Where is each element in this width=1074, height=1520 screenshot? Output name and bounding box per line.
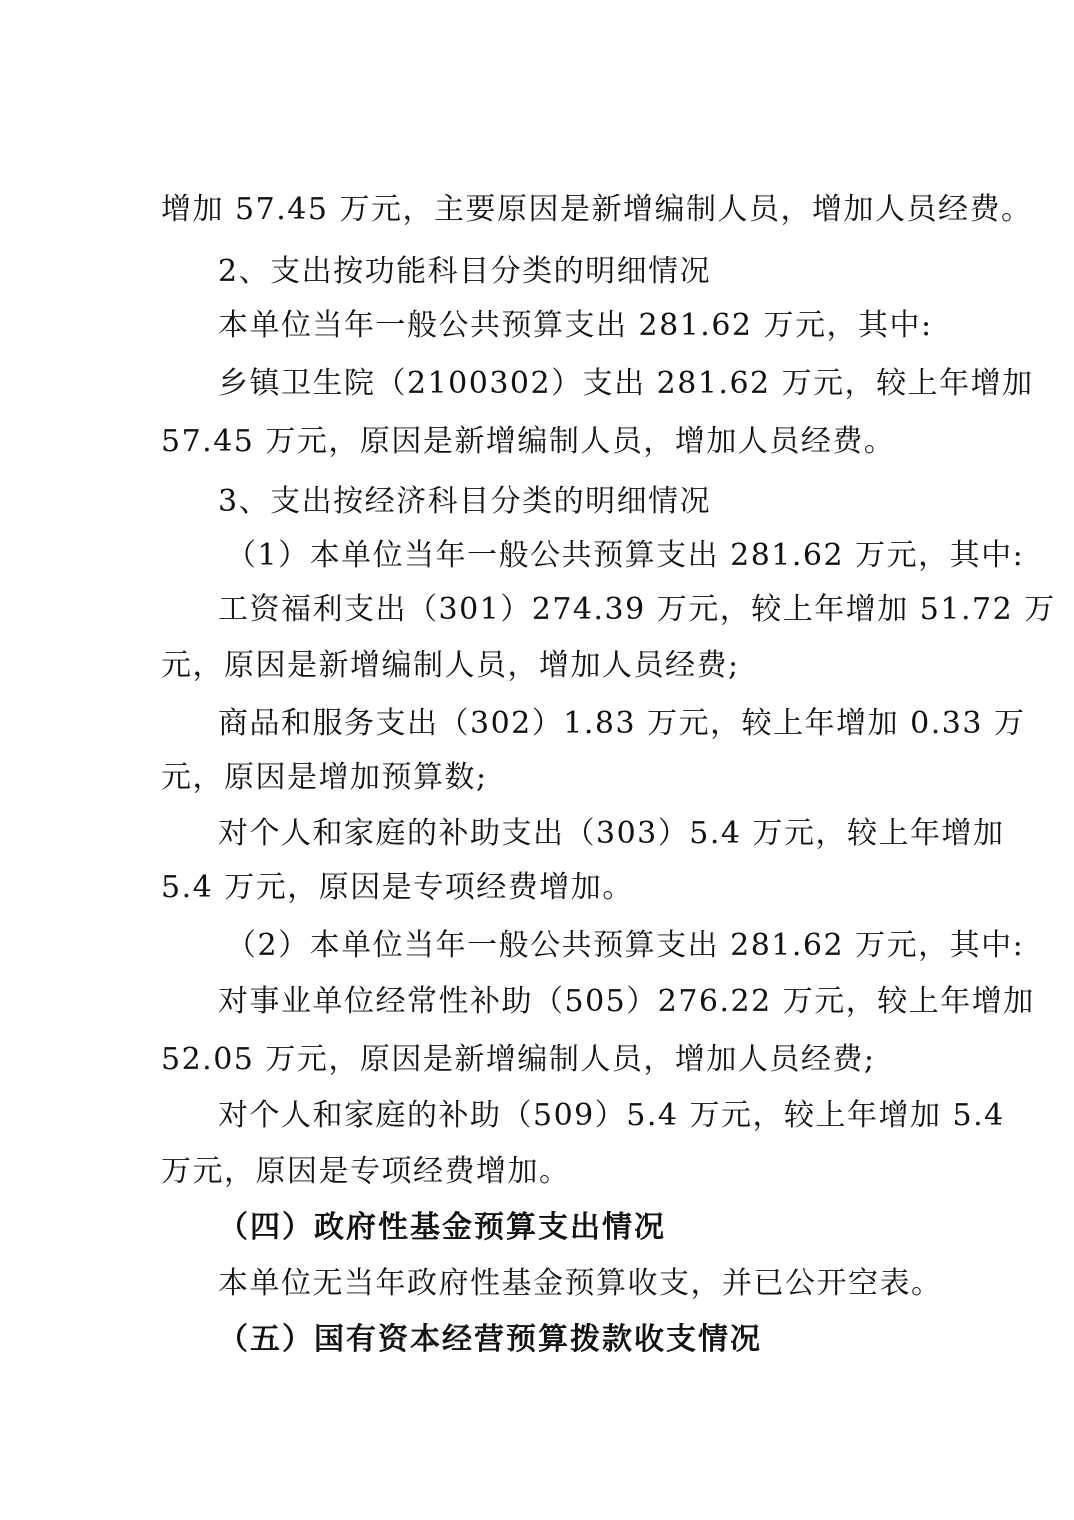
section-subheading: 3、支出按经济科目分类的明细情况 <box>218 484 712 519</box>
paragraph-line: 万元，原因是专项经费增加。 <box>161 1154 571 1189</box>
paragraph-line: 本单位当年一般公共预算支出 281.62 万元，其中: <box>218 308 933 343</box>
section-heading: （五）国有资本经营预算拨款收支情况 <box>218 1322 762 1357</box>
paragraph-line: 57.45 万元，原因是新增编制人员，增加人员经费。 <box>161 424 896 459</box>
paragraph-line: 元，原因是新增编制人员，增加人员经费; <box>161 648 740 683</box>
paragraph-line: 工资福利支出（301）274.39 万元，较上年增加 51.72 万 <box>218 592 1056 627</box>
paragraph-line: 商品和服务支出（302）1.83 万元，较上年增加 0.33 万 <box>218 706 1026 741</box>
paragraph-line: （2）本单位当年一般公共预算支出 281.62 万元，其中: <box>226 928 1025 963</box>
paragraph-line: 增加 57.45 万元，主要原因是新增编制人员，增加人员经费。 <box>161 192 1033 227</box>
paragraph-line: 本单位无当年政府性基金预算收支，并已公开空表。 <box>218 1266 943 1301</box>
paragraph-line: 对个人和家庭的补助（509）5.4 万元，较上年增加 5.4 <box>218 1098 1005 1133</box>
paragraph-line: （1）本单位当年一般公共预算支出 281.62 万元，其中: <box>226 538 1025 573</box>
paragraph-line: 元，原因是增加预算数; <box>161 760 488 795</box>
paragraph-line: 乡镇卫生院（2100302）支出 281.62 万元，较上年增加 <box>218 366 1034 401</box>
section-subheading: 2、支出按功能科目分类的明细情况 <box>218 254 712 289</box>
paragraph-line: 5.4 万元，原因是专项经费增加。 <box>161 870 634 905</box>
paragraph-line: 52.05 万元，原因是新增编制人员，增加人员经费; <box>161 1042 876 1077</box>
paragraph-line: 对事业单位经常性补助（505）276.22 万元，较上年增加 <box>218 984 1035 1019</box>
section-heading: （四）政府性基金预算支出情况 <box>218 1210 666 1245</box>
paragraph-line: 对个人和家庭的补助支出（303）5.4 万元，较上年增加 <box>218 816 1005 851</box>
